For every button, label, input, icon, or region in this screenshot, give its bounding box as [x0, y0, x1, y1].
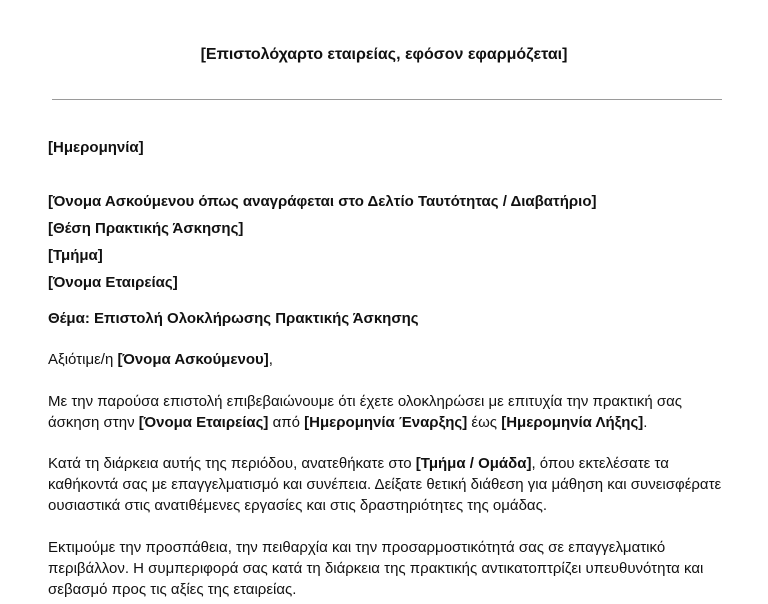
end-date-placeholder: [Ημερομηνία Λήξης]: [501, 414, 644, 431]
recipient-name: [Όνομα Ασκούμενου όπως αναγράφεται στο Δελτίο Ταυτότητας / Διαβατήριο]: [48, 193, 597, 210]
paragraph-completion: [48, 391, 728, 433]
salutation-suffix: ,: [268, 351, 273, 368]
subject-line: Θέμα: Επιστολή Ολοκλήρωσης Πρακτικής Άσκησης: [48, 310, 419, 327]
paragraph2-text-2: , όπου εκτελέσατε τα καθήκοντά σας με επαγγελματισμό και συνέπεια. Δείξατε θετική διάθεση για μάθηση και συνεισφέρατε ουσιαστικά στις ανατιθέμενες εργασίες και στις δραστηριότητες της ομάδας.: [48, 455, 722, 514]
paragraph1-text-4: .: [643, 414, 648, 431]
salutation: [48, 349, 728, 370]
header-divider: [52, 99, 722, 100]
recipient-block: [48, 191, 728, 299]
paragraph1-text-3: έως: [467, 414, 502, 431]
team-placeholder: [Τμήμα / Ομάδα]: [415, 455, 532, 472]
recipient-company: [Όνομα Εταιρείας]: [48, 274, 178, 291]
letterhead-placeholder: [Επιστολόχαρτο εταιρείας, εφόσον εφαρμόζεται]: [200, 46, 568, 63]
paragraph2-text-1: Κατά τη διάρκεια αυτής της περιόδου, ανατεθήκατε στο: [48, 455, 416, 472]
salutation-name: [Όνομα Ασκούμενου]: [117, 351, 269, 368]
paragraph-appreciation: Εκτιμούμε την προσπάθεια, την πειθαρχία και την προσαρμοστικότητά σας σε επαγγελματικό περιβάλλον. Η συμπεριφορά σας κατά τη διάρκεια της πρακτικής αντικατοπτρίζει υπευθυνότητα και σεβασμό προς τις αξίες της εταιρείας.: [48, 539, 704, 598]
paragraph1-text-1: Με την παρούσα επιστολή επιβεβαιώνουμε ότι έχετε ολοκληρώσει με επιτυχία την πρακτική σας άσκηση στην: [48, 393, 682, 431]
paragraph-duties: [48, 453, 728, 516]
salutation-prefix: Αξιότιμε/η: [48, 351, 118, 368]
date-placeholder: [Ημερομηνία]: [48, 139, 144, 156]
start-date-placeholder: [Ημερομηνία Έναρξης]: [304, 414, 468, 431]
company-placeholder: [Όνομα Εταιρείας]: [138, 414, 269, 431]
recipient-position: [Θέση Πρακτικής Άσκησης]: [48, 220, 244, 237]
paragraph1-text-2: από: [268, 414, 305, 431]
recipient-department: [Τμήμα]: [48, 247, 103, 264]
